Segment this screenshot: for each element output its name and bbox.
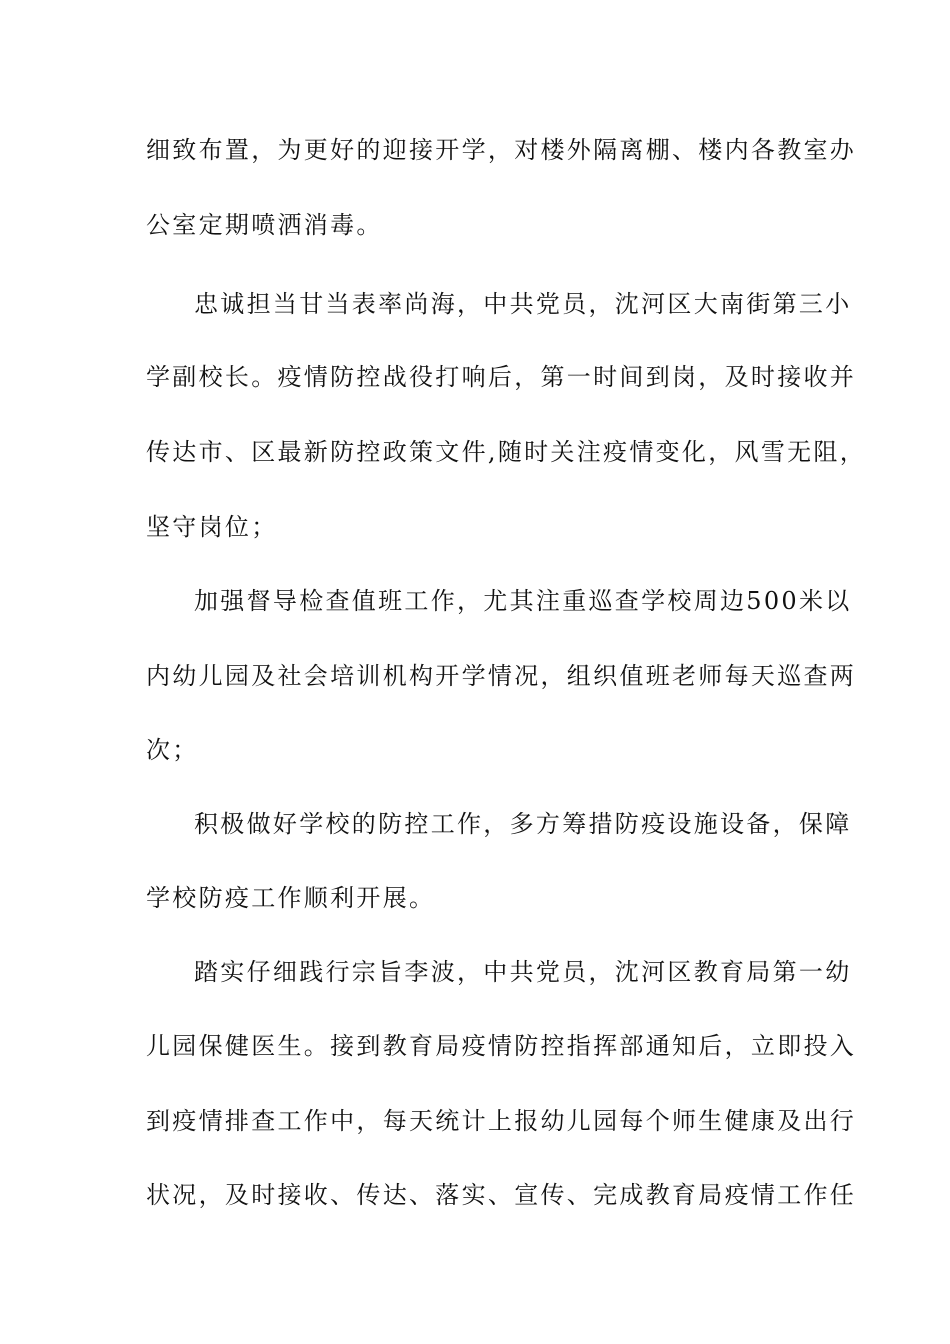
text-line: 状况，及时接收、传达、落实、宣传、完成教育局疫情工作任: [146, 1181, 857, 1209]
text-line: 学校防疫工作顺利开展。: [146, 884, 436, 912]
text-line: 内幼儿园及社会培训机构开学情况，组织值班老师每天巡查两: [146, 662, 857, 690]
paragraph-first-line: 忠诚担当甘当表率尚海，中共党员，沈河区大南街第三小: [194, 290, 852, 318]
text-line: 细致布置，为更好的迎接开学，对楼外隔离棚、楼内各教室办: [146, 136, 857, 164]
paragraph-first-line: 积极做好学校的防控工作，多方筹措防疫设施设备，保障: [194, 810, 852, 838]
text-line: 到疫情排查工作中，每天统计上报幼儿园每个师生健康及出行: [146, 1107, 857, 1135]
paragraph-first-line: 加强督导检查值班工作，尤其注重巡查学校周边500米以: [194, 587, 852, 615]
text-line: 传达市、区最新防控政策文件,随时关注疫情变化，风雪无阻，: [146, 438, 867, 466]
text-line: 次；: [146, 736, 199, 764]
text-line: 公室定期喷洒消毒。: [146, 211, 383, 239]
text-line: 坚守岗位；: [146, 513, 278, 541]
paragraph-first-line: 踏实仔细践行宗旨李波，中共党员，沈河区教育局第一幼: [194, 958, 852, 986]
text-line: 儿园保健医生。接到教育局疫情防控指挥部通知后，立即投入: [146, 1032, 857, 1060]
text-line: 学副校长。疫情防控战役打响后，第一时间到岗，及时接收并: [146, 363, 857, 391]
